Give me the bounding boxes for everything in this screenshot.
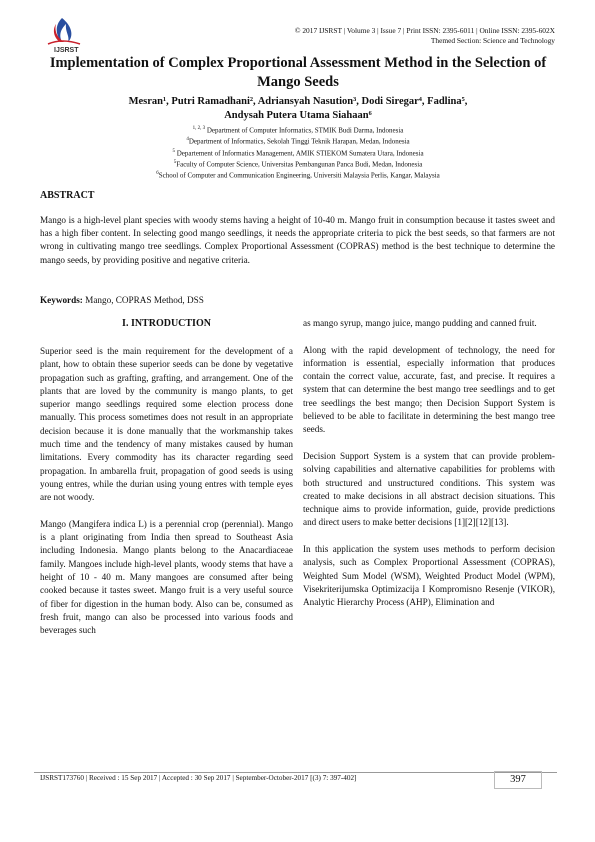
author-line-2: Andysah Putera Utama Siahaan⁶ xyxy=(224,110,372,121)
keywords-text: Mango, COPRAS Method, DSS xyxy=(82,295,204,305)
journal-issue-line: © 2017 IJSRST | Volume 3 | Issue 7 | Print ISSN: 2395-6011 | Online ISSN: 2395-602X xyxy=(294,26,555,35)
affiliation-item: $^6$School of Computer and Communication Engineering, Universiti Malaysia Perlis, Kangar, Malaysia xyxy=(156,171,440,180)
affiliation-item: $^5$ Departement of Informatics Management, AMIK STIEKOM Sumatera Utara, Indonesia xyxy=(172,148,424,157)
journal-header xyxy=(295,26,555,46)
affiliation-item: $^5$Faculty of Computer Science, Universitas Pembangunan Panca Budi, Medan, Indonesia xyxy=(173,159,423,169)
body-paragraph: Decision Support System is a system that can provide problem-solving capabilities and alternative capabilities for problems with both structured and unstructured conditions. This system was created to make decisions in all abstract decision situations. This technique aims to provide information, guide, provide predictions and direct users to make better decisions [1][2][12][13]. xyxy=(303,450,555,528)
page-number: 397 xyxy=(494,771,542,789)
body-paragraph: Superior seed is the main requirement for the development of a plant, how to obtain these superior seeds can be done by vegetative propagation such as grafting, grafting, and arrangement. One of the plants that are loved by the community is mango plants, to get superior mango seedlings required some election process done manually. This process sometimes does not result in an appropriate decision because it is done manually that the workmanship takes much time and the tendency of many mistakes caused by human limitations. Every commodity has its character regarding seed propagation. In ambarella fruit, propagation of good seeds is using young entres, while the durian using young entres with temple eyes are not woody. xyxy=(40,346,293,503)
body-paragraph: Along with the rapid development of technology, the need for information is essential, especially information that produces contain the correct value, accurate, fast, and precise. It requires a system that can determine the best mango tree seedlings and to get tree seedlings the best mango; then Decision Support System is believed to be able to facilitate in determining the best mango tree seeds. xyxy=(303,344,555,435)
affiliation-list xyxy=(36,124,560,181)
journal-logo xyxy=(40,14,96,54)
footer-citation: IJSRST173760 | Received : 15 Sep 2017 | Accepted : 30 Sep 2017 | September-October-2017 [(3) 7: 397-402] xyxy=(40,774,357,782)
author-line-1: Mesran¹, Putri Ramadhani², Adriansyah Nasution³, Dodi Siregar⁴, Fadlina⁵, xyxy=(128,96,468,107)
flame-logo-icon xyxy=(40,14,96,54)
body-paragraph: In this application the system uses methods to perform decision analysis, such as Complex Proportional Assessment (COPRAS), Weighted Sum Model (WSM), Weighted Product Model (WPM), Visekriterijumska Optimizacija I Kompromisno Resenje (VIKOR), Analytic Hierarchy Process (AHP), Elimination and xyxy=(303,544,555,608)
svg-text:IJSRST: IJSRST xyxy=(54,47,79,54)
right-column xyxy=(303,317,555,623)
introduction-heading: I. INTRODUCTION xyxy=(122,318,211,329)
footer-divider xyxy=(34,772,557,773)
keywords-line xyxy=(40,295,204,305)
abstract-text: Mango is a high-level plant species with woody stems having a height of 10-40 m. Mango fruit in consumption because it tastes sweet and has a high fiber content. In selecting good mango seedlings, it needs the appropriate criteria to pick the best seeds, so that farmers are not wrong in cultivating mango tree seedlings. Complex Proportional Assessment (COPRAS) method is the best technique to determine the mango seeds, by providing positive and negative criteria. xyxy=(40,215,555,265)
themed-section-line: Themed Section: Science and Technology xyxy=(430,36,555,45)
abstract-heading: ABSTRACT xyxy=(40,190,95,201)
left-column xyxy=(40,345,293,651)
keywords-label: Keywords: xyxy=(40,295,83,305)
body-paragraph: as mango syrup, mango juice, mango pudding and canned fruit. xyxy=(303,318,537,328)
paper-title: Implementation of Complex Proportional Assessment Method in the Selection of Mango Seeds xyxy=(49,55,547,90)
body-paragraph: Mango (Mangifera indica L) is a perennial crop (perennial). Mango is a plant originating from India then spread to Southeast Asia including Indonesia. Mango plants belong to the Anacardiaceae family. Mangoes include high-level plants, woody stems that have a height of 10 - 40 m. Many mangoes are consumed after being cooked because it tastes sweet. Mango fruit is a very useful source of fiber for digestion in the human body. Also can be, consumed as fresh fruit, mango can also be processed into various foods and beverages such xyxy=(40,518,293,636)
author-list xyxy=(36,95,560,123)
affiliation-item: $^{1, 2, 3}$ Department of Computer Informatics, STMIK Budi Darma, Indonesia xyxy=(192,126,404,135)
affiliation-item: $^4$Department of Informatics, Sekolah Tinggi Teknik Harapan, Medan, Indonesia xyxy=(186,137,410,146)
